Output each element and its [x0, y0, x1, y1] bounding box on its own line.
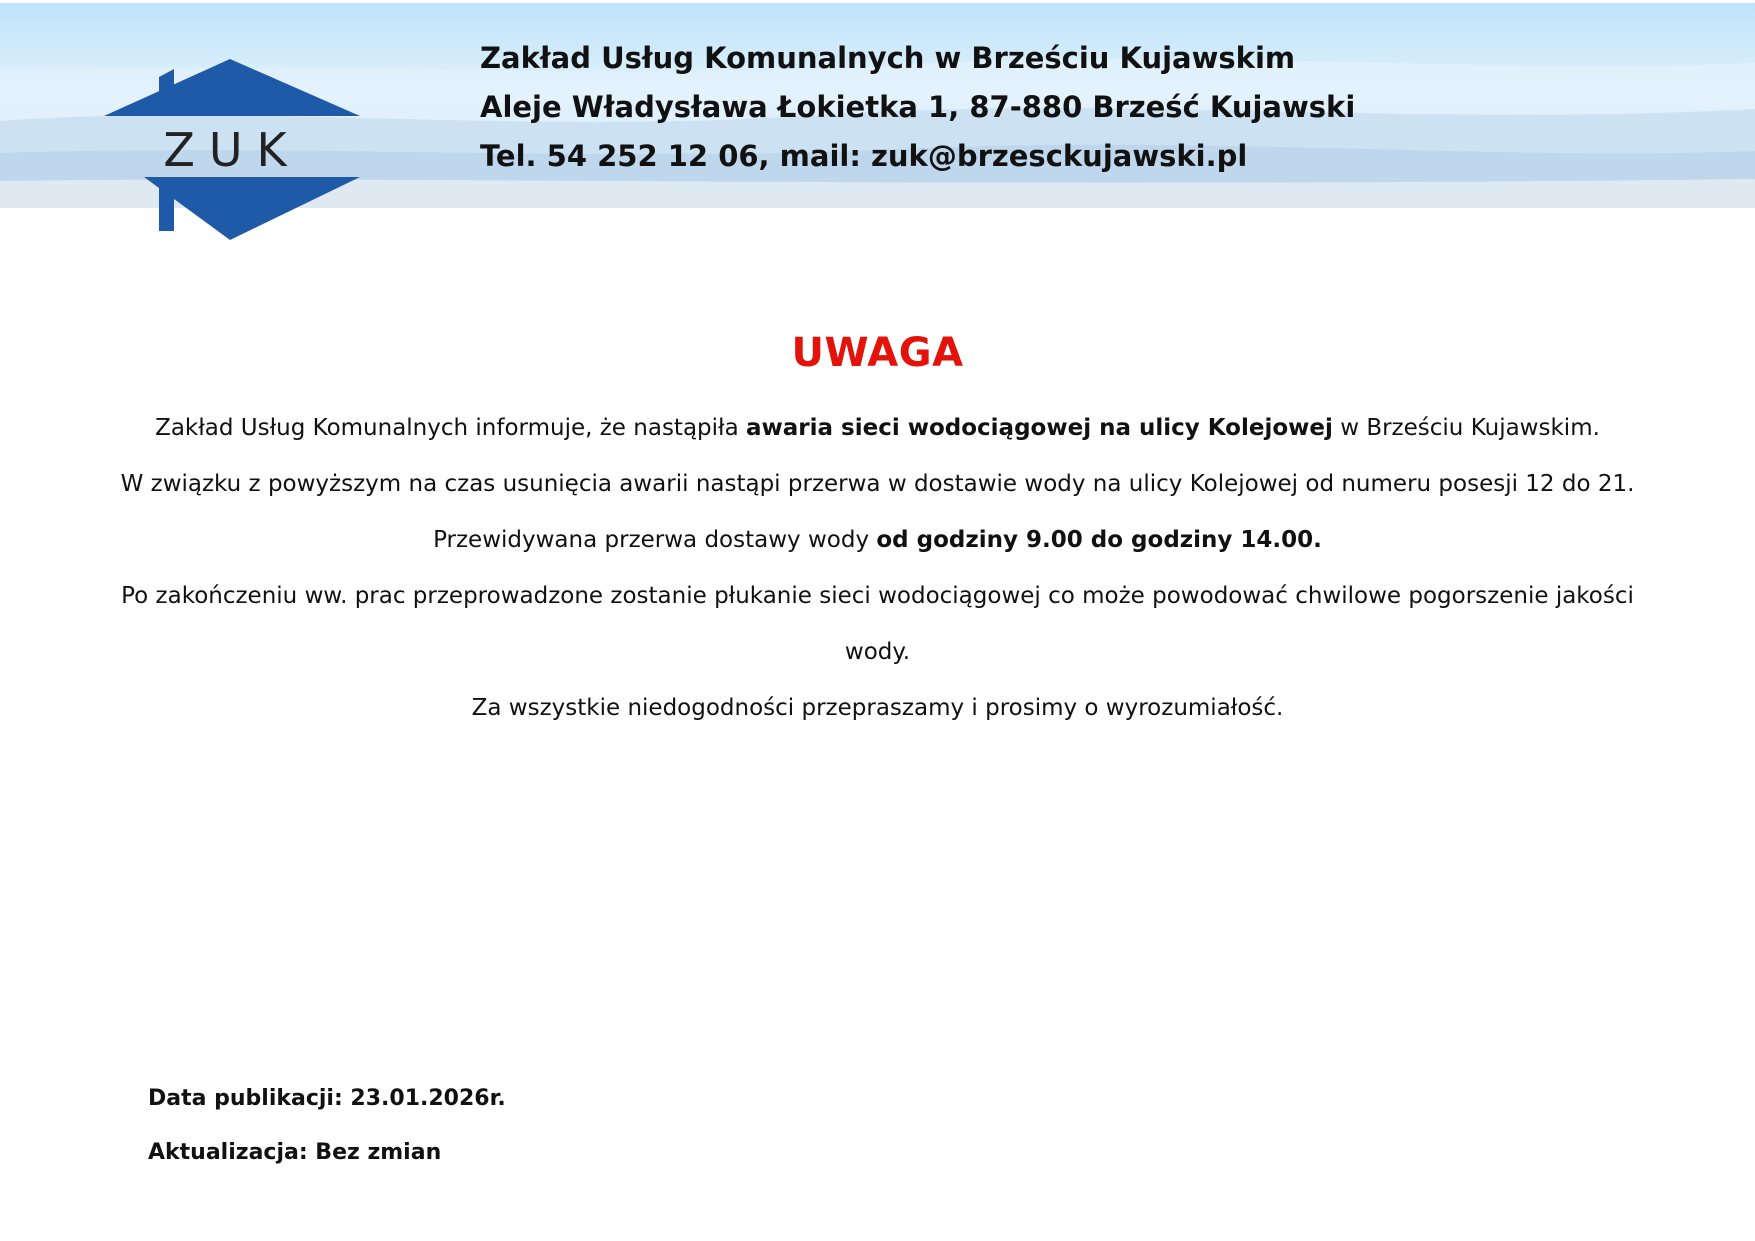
- notice-paragraph-apology: Za wszystkie niedogodności przepraszamy i prosimy o wyrozumiałość.: [471, 695, 1284, 721]
- update-status: Aktualizacja: Bez zmian: [148, 1140, 442, 1165]
- company-phone-email: Tel. 54 252 12 06, mail: zuk@brzesckujawski.pl: [480, 139, 1248, 173]
- zuk-logo: [104, 56, 362, 240]
- notice-paragraph-flushing: Po zakończeniu ww. prac przeprowadzone zostanie płukanie sieci wodociągowej co może powodować chwilowe pogorszenie jakości wody.: [121, 583, 1634, 665]
- logo-text: ZUK: [163, 123, 301, 177]
- publication-date: Data publikacji: 23.01.2026r.: [148, 1086, 506, 1111]
- company-name: Zakład Usług Komunalnych w Brześciu Kujawskim: [480, 41, 1296, 75]
- notice-paragraph-outage: W związku z powyższym na czas usunięcia awarii nastąpi przerwa w dostawie wody na ulicy Kolejowej od numeru posesji 12 do 21.: [120, 471, 1635, 497]
- notice-hours-highlight: od godziny 9.00 do godziny 14.00.: [876, 527, 1322, 553]
- notice-paragraph-failure: Zakład Usług Komunalnych informuje, że nastąpiła awaria sieci wodociągowej na ulicy Kolejowej w Brześciu Kujawskim.: [155, 415, 1600, 441]
- logo-base-icon: [104, 177, 360, 240]
- publication-info: [148, 1072, 506, 1180]
- notice-body: [100, 400, 1655, 736]
- notice-failure-highlight: awaria sieci wodociągowej na ulicy Kolejowej: [745, 415, 1333, 441]
- company-contact: [480, 34, 1355, 181]
- notice-paragraph-hours: Przewidywana przerwa dostawy wody od godziny 9.00 do godziny 14.00.: [433, 527, 1322, 553]
- logo-roof-icon: [104, 59, 360, 116]
- company-address: Aleje Władysława Łokietka 1, 87-880 Brześć Kujawski: [480, 90, 1356, 124]
- notice-title: UWAGA: [791, 330, 964, 376]
